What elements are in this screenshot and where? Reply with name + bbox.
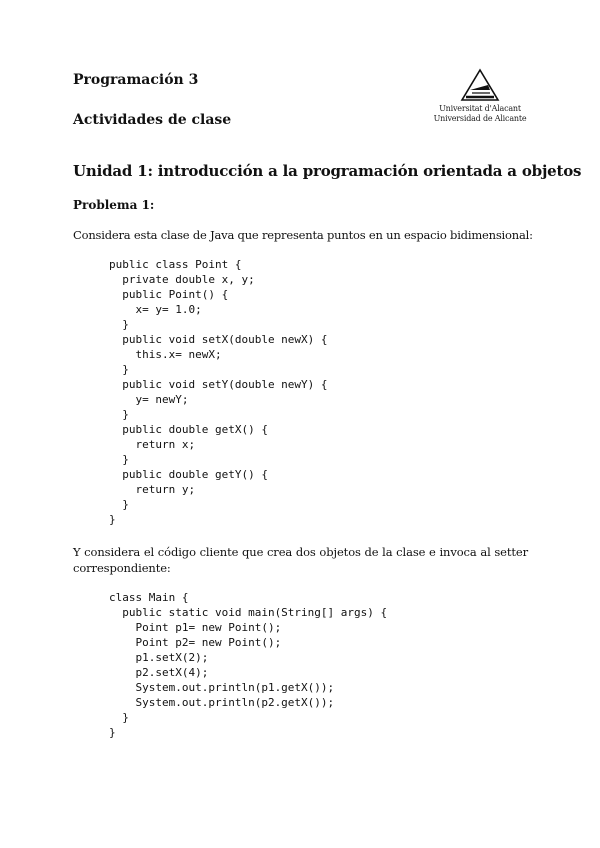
code-line: this.x= newX; (109, 348, 222, 361)
code-line: } (109, 513, 116, 526)
logo-text-valencian: Universitat d'Alacant (439, 104, 521, 113)
code-line: } (109, 726, 116, 739)
code-line: y= newY; (109, 393, 189, 406)
code-line: } (109, 408, 129, 421)
logo-text-spanish: Universidad de Alicante (433, 114, 527, 123)
code-line: public static void main(String[] args) { (109, 606, 388, 619)
activities-title: Actividades de clase (73, 112, 232, 128)
code-line: class Main { (109, 591, 189, 604)
code-block-main (109, 590, 387, 740)
course-title: Programación 3 (73, 72, 199, 88)
code-line: p1.setX(2); (109, 651, 209, 664)
unit-title: Unidad 1: introducción a la programación orientada a objetos (73, 162, 582, 180)
university-logo-icon (460, 68, 500, 104)
code-line: public void setY(double newY) { (109, 378, 328, 391)
code-line: p2.setX(4); (109, 666, 209, 679)
code-line: public class Point { (109, 258, 242, 271)
problem-title: Problema 1: (73, 198, 155, 212)
client-code-paragraph: Y considera el código cliente que crea dos objetos de la clase e invoca al setter correspondiente: (73, 545, 528, 575)
code-line: public void setX(double newX) { (109, 333, 328, 346)
code-line: System.out.println(p1.getX()); (109, 681, 335, 694)
university-logo (432, 68, 528, 124)
code-line: System.out.println(p2.getX()); (109, 696, 335, 709)
code-line: x= y= 1.0; (109, 303, 202, 316)
code-line: private double x, y; (109, 273, 255, 286)
intro-paragraph: Considera esta clase de Java que representa puntos en un espacio bidimensional: (73, 228, 533, 242)
code-line: Point p1= new Point(); (109, 621, 282, 634)
code-block-point (109, 257, 328, 527)
code-line: public double getY() { (109, 468, 268, 481)
code-line: } (109, 318, 129, 331)
code-line: } (109, 363, 129, 376)
code-line: } (109, 711, 129, 724)
code-line: public double getX() { (109, 423, 268, 436)
code-line: } (109, 453, 129, 466)
code-line: } (109, 498, 129, 511)
code-line: public Point() { (109, 288, 229, 301)
code-line: Point p2= new Point(); (109, 636, 282, 649)
code-line: return x; (109, 438, 196, 451)
code-line: return y; (109, 483, 196, 496)
